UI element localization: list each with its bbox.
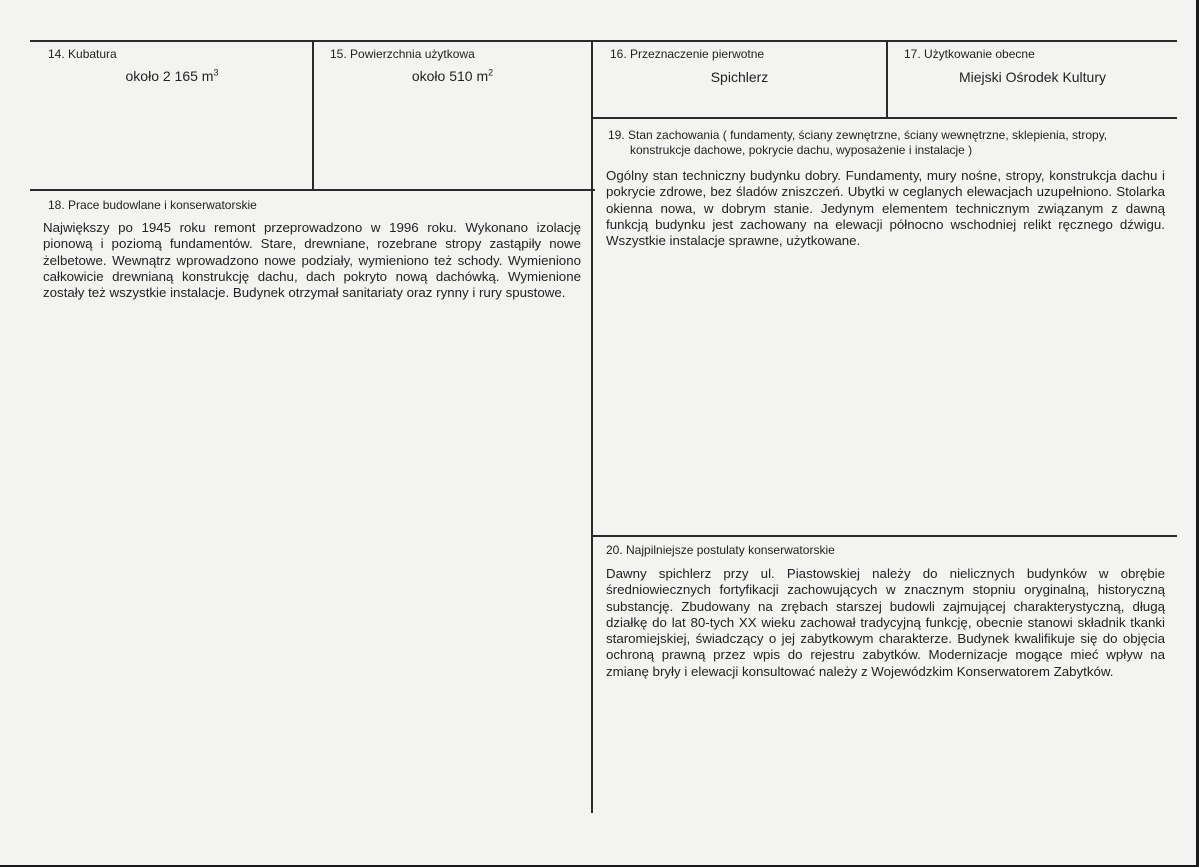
grid-divider-14-15	[312, 40, 314, 191]
grid-top-line	[30, 40, 1177, 42]
field-14-unit-exponent: 3	[213, 67, 219, 78]
field-18-label: 18. Prace budowlane i konserwatorskie	[48, 198, 257, 212]
field-15-unit-exponent: 2	[488, 67, 494, 78]
field-18-text: Największy po 1945 roku remont przeprowadzono w 1996 roku. Wykonano izolację pionową i poziomą fundamentów. Stare, drewniane, rozebrane stropy zastąpiły nowe żelbetowe. Wewnątrz wprowadzono nowe podziały, wymieniono też schody. Wymieniono całkowicie drewnianą konstrukcję dachu, dach pokryto nową dachówką. Wymienione zostały też wszystkie instalacje. Budynek otrzymał sanitariaty oraz rynny i rury spustowe.	[43, 220, 581, 301]
field-14-value	[32, 68, 312, 84]
field-19-text: Ogólny stan techniczny budynku dobry. Fundamenty, mury nośne, stropy, konstrukcja dachu i pokrycie zdrowe, bez śladów zniszczeń. Ubytki w ceglanych elewacjach uzupełniono. Stolarka okienna nowa, w dobrym stanie. Jedynym elementem technicznym związanym z dawną funkcją budynku jest zachowany na elewacji północno wschodniej relikt ręcznego dźwigu. Wszystkie instalacje sprawne, użytkowane.	[606, 168, 1165, 249]
field-15-label: 15. Powierzchnia użytkowa	[330, 47, 475, 61]
field-19-label	[608, 128, 1173, 158]
field-16-label: 16. Przeznaczenie pierwotne	[610, 47, 765, 61]
field-17-value: Miejski Ośrodek Kultury	[958, 69, 1107, 85]
field-14-value-text: około 2 165 m	[125, 68, 214, 84]
field-16-value: Spichlerz	[710, 69, 769, 85]
field-15-value-text: około 510 m	[411, 68, 489, 84]
field-20-label: 20. Najpilniejsze postulaty konserwatorskie	[606, 543, 835, 557]
field-19-label-line2: konstrukcje dachowe, pokrycie dachu, wyposażenie i instalacje )	[630, 143, 973, 157]
field-19-label-line1: 19. Stan zachowania ( fundamenty, ściany zewnętrzne, ściany wewnętrzne, sklepienia, stropy,	[608, 128, 1108, 142]
field-14-label: 14. Kubatura	[48, 47, 117, 61]
field-17-label: 17. Użytkowanie obecne	[904, 47, 1035, 61]
grid-center-divider	[591, 40, 593, 813]
grid-line-above-20	[593, 535, 1177, 537]
field-20-text: Dawny spichlerz przy ul. Piastowskiej należy do nielicznych budynków w obrębie średniowiecznych fortyfikacji zachowujących w znacznym stopniu oryginalną, historyczną substancję. Zbudowany na zrębach starszej budowli zajmującej charakterystyczną, długą działkę do lat 80-tych XX wieku zachował tradycyjną funkcję, obecnie stanowi składnik tkanki staromiejskiej, świadczący o jej zabytkowym charakterze. Budynek kwalifikuje się do objęcia ochroną prawną przez wpis do rejestru zabytków. Modernizacje mogące mieć wpływ na zmianę bryły i elewacji konsultować należy z Wojewódzkim Konserwatorem Zabytków.	[606, 566, 1165, 679]
field-15-value	[314, 68, 591, 84]
grid-line-under-16-17	[593, 117, 1177, 119]
